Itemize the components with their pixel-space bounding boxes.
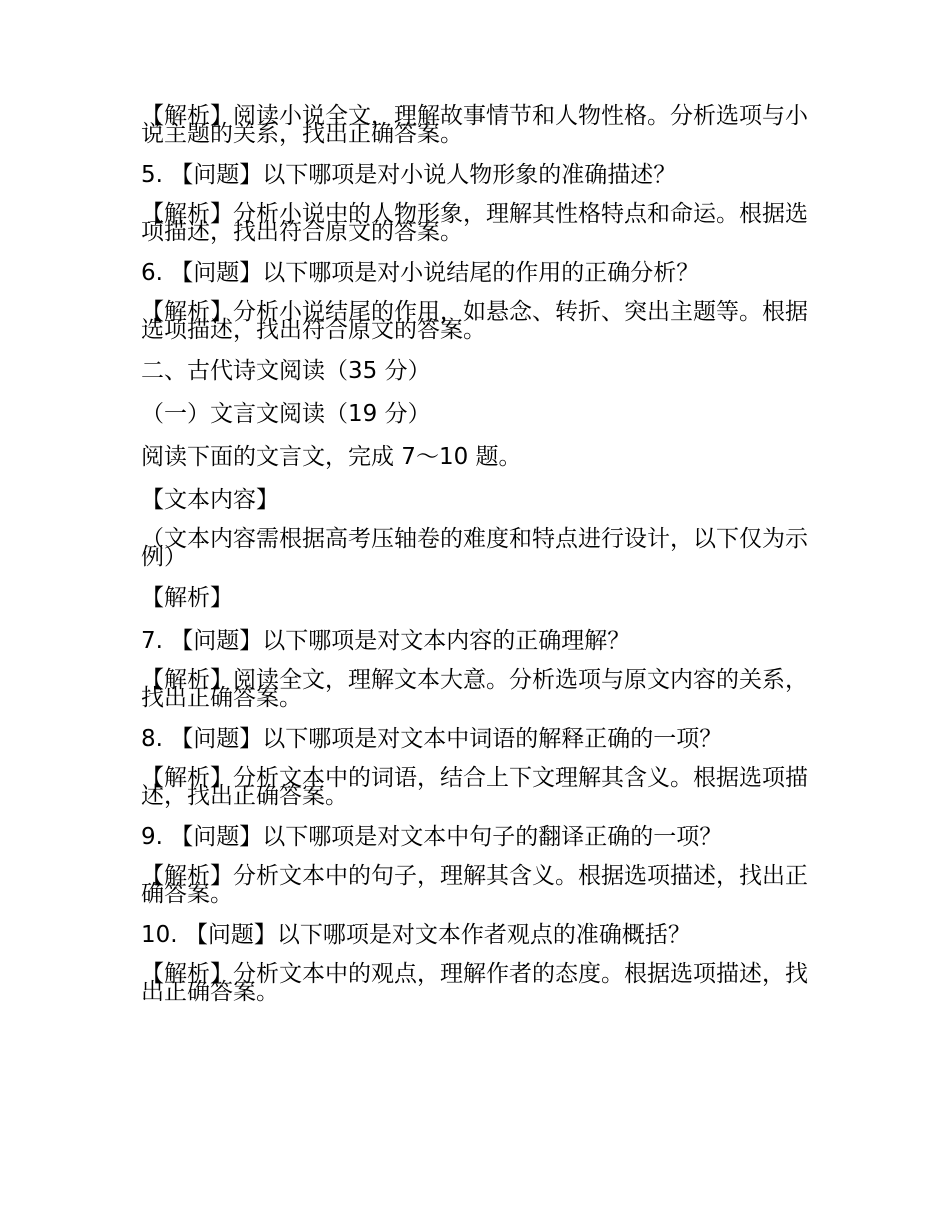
text-content-heading: 【文本内容】 <box>141 487 279 513</box>
question-6: 6. 【问题】以下哪项是对小说结尾的作用的正确分析？ <box>141 260 700 286</box>
question-9: 9. 【问题】以下哪项是对文本中句子的翻译正确的一项？ <box>141 824 723 850</box>
question-8: 8. 【问题】以下哪项是对文本中词语的解释正确的一项？ <box>141 726 723 752</box>
question-5: 5. 【问题】以下哪项是对小说人物形象的准确描述？ <box>141 162 677 188</box>
analysis-heading: 【解析】 <box>141 585 233 611</box>
analysis-paragraph-7: 【解析】阅读全文，理解文本大意。分析选项与原文内容的关系，找出正确答案。 <box>141 667 808 711</box>
analysis-paragraph-8: 【解析】分析文本中的词语，结合上下文理解其含义。根据选项描述，找出正确答案。 <box>141 765 808 809</box>
analysis-paragraph-9: 【解析】分析文本中的句子，理解其含义。根据选项描述，找出正确答案。 <box>141 863 808 907</box>
analysis-paragraph-5: 【解析】分析小说中的人物形象，理解其性格特点和命运。根据选项描述，找出符合原文的答案。 <box>141 201 808 245</box>
analysis-paragraph-10: 【解析】分析文本中的观点，理解作者的态度。根据选项描述，找出正确答案。 <box>141 961 808 1005</box>
question-7: 7. 【问题】以下哪项是对文本内容的正确理解？ <box>141 628 631 654</box>
document-body <box>141 103 821 1020</box>
reading-instruction: 阅读下面的文言文，完成 7～10 题。 <box>141 444 522 470</box>
section-heading-2: 二、古代诗文阅读（35 分） <box>141 358 431 384</box>
text-content-note: （文本内容需根据高考压轴卷的难度和特点进行设计，以下仅为示例） <box>141 526 808 570</box>
analysis-paragraph-4: 【解析】阅读小说全文，理解故事情节和人物性格。分析选项与小说主题的关系，找出正确答案。 <box>141 103 808 147</box>
question-10: 10. 【问题】以下哪项是对文本作者观点的准确概括？ <box>141 922 691 948</box>
subsection-heading-1: （一）文言文阅读（19 分） <box>141 401 431 427</box>
analysis-paragraph-6: 【解析】分析小说结尾的作用，如悬念、转折、突出主题等。根据选项描述，找出符合原文的答案。 <box>141 299 808 343</box>
